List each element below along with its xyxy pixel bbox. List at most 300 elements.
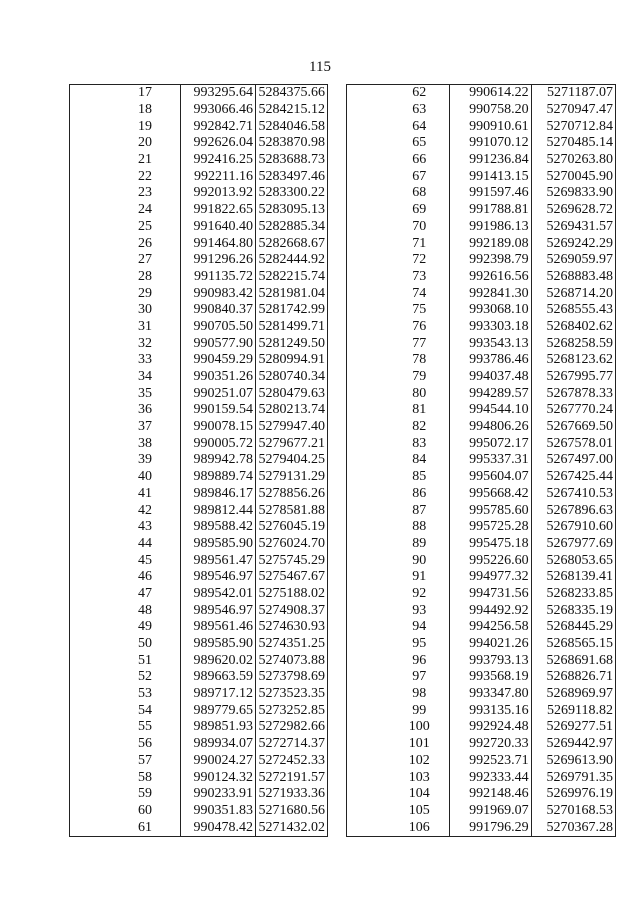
- table-row: [70, 569, 328, 586]
- table-row: [347, 719, 616, 736]
- table-row: [347, 686, 616, 703]
- table-row: [70, 452, 328, 469]
- y-coordinate-cell: 5274630.93: [258, 619, 325, 635]
- blank-cell: [347, 769, 390, 786]
- table-row: [347, 502, 616, 519]
- y-coordinate-cell: 5268445.29: [546, 619, 613, 635]
- blank-cell: [347, 352, 390, 369]
- blank-cell: [70, 719, 111, 736]
- blank-cell: [70, 435, 111, 452]
- x-coordinate-cell: 995475.18: [450, 536, 531, 553]
- y-coordinate-cell: 5268565.15: [546, 636, 613, 652]
- table-row: [70, 619, 328, 636]
- blank-cell: [70, 569, 111, 586]
- point-number-cell: 70: [412, 218, 427, 234]
- table-row: [347, 185, 616, 202]
- table-row: [347, 202, 616, 219]
- point-number-cell: 18: [138, 102, 152, 118]
- point-number-cell: 33: [138, 352, 152, 368]
- x-coordinate-cell: 989942.78: [181, 452, 256, 469]
- blank-cell: [347, 586, 390, 603]
- table-row: [347, 602, 616, 619]
- table-row: [70, 419, 328, 436]
- blank-cell: [347, 402, 390, 419]
- point-number-cell: 64: [412, 118, 427, 134]
- table-row: [347, 419, 616, 436]
- table-row: [347, 269, 616, 286]
- y-coordinate-cell: 5275745.29: [258, 552, 325, 568]
- point-number-cell: 52: [138, 669, 152, 685]
- blank-cell: [347, 435, 390, 452]
- x-coordinate-cell: 989717.12: [181, 686, 256, 703]
- table-row: [347, 669, 616, 686]
- point-number-cell: 26: [138, 235, 152, 251]
- x-coordinate-cell: 990005.72: [181, 435, 256, 452]
- table-row: [347, 219, 616, 236]
- x-coordinate-cell: 990459.29: [181, 352, 256, 369]
- x-coordinate-cell: 991070.12: [450, 135, 531, 152]
- table-row: [347, 319, 616, 336]
- point-number-cell: 90: [412, 552, 427, 568]
- x-coordinate-cell: 990351.26: [181, 369, 256, 386]
- point-number-cell: 59: [138, 786, 152, 802]
- point-number-cell: 54: [138, 702, 152, 718]
- x-coordinate-cell: 991464.80: [181, 235, 256, 252]
- point-number-cell: 53: [138, 686, 152, 702]
- blank-cell: [347, 319, 390, 336]
- blank-cell: [70, 202, 111, 219]
- y-coordinate-cell: 5269628.72: [546, 202, 613, 218]
- y-coordinate-cell: 5274351.25: [258, 636, 325, 652]
- table-row: [70, 486, 328, 503]
- point-number-cell: 34: [138, 369, 152, 385]
- y-coordinate-cell: 5268123.62: [546, 352, 613, 368]
- y-coordinate-cell: 5275188.02: [258, 585, 325, 601]
- y-coordinate-cell: 5267425.44: [546, 469, 613, 485]
- blank-cell: [70, 652, 111, 669]
- blank-cell: [70, 118, 111, 135]
- y-coordinate-cell: 5272191.57: [258, 769, 325, 785]
- point-number-cell: 31: [138, 318, 152, 334]
- y-coordinate-cell: 5267770.24: [546, 402, 613, 418]
- blank-cell: [70, 319, 111, 336]
- x-coordinate-cell: 989546.97: [181, 569, 256, 586]
- y-coordinate-cell: 5270947.47: [546, 102, 613, 118]
- x-coordinate-cell: 992416.25: [181, 152, 256, 169]
- blank-cell: [70, 786, 111, 803]
- point-number-cell: 66: [412, 152, 427, 168]
- point-number-cell: 30: [138, 302, 152, 318]
- blank-cell: [70, 452, 111, 469]
- table-row: [347, 652, 616, 669]
- blank-cell: [347, 519, 390, 536]
- x-coordinate-cell: 989585.90: [181, 636, 256, 653]
- y-coordinate-cell: 5269442.97: [546, 736, 613, 752]
- blank-cell: [70, 135, 111, 152]
- blank-cell: [70, 168, 111, 185]
- table-row: [70, 319, 328, 336]
- y-coordinate-cell: 5269118.82: [547, 702, 613, 718]
- point-number-cell: 51: [138, 652, 152, 668]
- blank-cell: [347, 269, 390, 286]
- y-coordinate-cell: 5270168.53: [546, 802, 613, 818]
- blank-cell: [347, 168, 390, 185]
- table-row: [70, 302, 328, 319]
- x-coordinate-cell: 989812.44: [181, 502, 256, 519]
- x-coordinate-cell: 995072.17: [450, 435, 531, 452]
- y-coordinate-cell: 5282885.34: [258, 218, 325, 234]
- x-coordinate-cell: 989889.74: [181, 469, 256, 486]
- blank-cell: [347, 536, 390, 553]
- y-coordinate-cell: 5278856.26: [258, 485, 325, 501]
- table-row: [70, 369, 328, 386]
- x-coordinate-cell: 989846.17: [181, 486, 256, 503]
- y-coordinate-cell: 5279677.21: [258, 435, 325, 451]
- x-coordinate-cell: 991135.72: [181, 269, 256, 286]
- x-coordinate-cell: 993066.46: [181, 102, 256, 119]
- y-coordinate-cell: 5268335.19: [546, 602, 613, 618]
- point-number-cell: 24: [138, 202, 152, 218]
- x-coordinate-cell: 989851.93: [181, 719, 256, 736]
- x-coordinate-cell: 995337.31: [450, 452, 531, 469]
- y-coordinate-cell: 5283497.46: [258, 168, 325, 184]
- table-row: [347, 385, 616, 402]
- table-row: [347, 102, 616, 119]
- blank-cell: [347, 602, 390, 619]
- point-number-cell: 60: [138, 802, 152, 818]
- point-number-cell: 88: [412, 519, 427, 535]
- point-number-cell: 76: [412, 318, 427, 334]
- point-number-cell: 21: [138, 152, 152, 168]
- y-coordinate-cell: 5271187.07: [547, 85, 613, 101]
- table-row: [70, 769, 328, 786]
- blank-cell: [70, 519, 111, 536]
- blank-cell: [70, 702, 111, 719]
- table-row: [347, 402, 616, 419]
- table-row: [347, 285, 616, 302]
- blank-cell: [347, 335, 390, 352]
- blank-cell: [347, 686, 390, 703]
- point-number-cell: 89: [412, 535, 427, 551]
- blank-cell: [70, 636, 111, 653]
- y-coordinate-cell: 5281742.99: [258, 302, 325, 318]
- y-coordinate-cell: 5274908.37: [258, 602, 325, 618]
- blank-cell: [347, 786, 390, 803]
- blank-cell: [347, 219, 390, 236]
- point-number-cell: 81: [412, 402, 427, 418]
- table-row: [347, 536, 616, 553]
- point-number-cell: 95: [412, 636, 427, 652]
- table-row: [70, 135, 328, 152]
- x-coordinate-cell: 991236.84: [450, 152, 531, 169]
- y-coordinate-cell: 5269277.51: [546, 719, 613, 735]
- page-number: 115: [309, 59, 331, 75]
- table-row: [347, 702, 616, 719]
- x-coordinate-cell: 990614.22: [450, 85, 531, 102]
- point-number-cell: 47: [138, 585, 152, 601]
- blank-cell: [70, 235, 111, 252]
- point-number-cell: 44: [138, 535, 152, 551]
- x-coordinate-cell: 989779.65: [181, 702, 256, 719]
- x-coordinate-cell: 994021.26: [450, 636, 531, 653]
- table-row: [70, 102, 328, 119]
- blank-cell: [70, 252, 111, 269]
- point-number-cell: 63: [412, 102, 427, 118]
- y-coordinate-cell: 5279131.29: [258, 469, 325, 485]
- y-coordinate-cell: 5275467.67: [258, 569, 325, 585]
- table-row: [347, 519, 616, 536]
- blank-cell: [70, 402, 111, 419]
- blank-cell: [70, 385, 111, 402]
- x-coordinate-cell: 990577.90: [181, 335, 256, 352]
- blank-cell: [70, 586, 111, 603]
- table-row: [347, 469, 616, 486]
- x-coordinate-cell: 989663.59: [181, 669, 256, 686]
- point-number-cell: 82: [412, 419, 427, 435]
- x-coordinate-cell: 992148.46: [450, 786, 531, 803]
- table-row: [347, 769, 616, 786]
- table-row: [70, 285, 328, 302]
- y-coordinate-cell: 5270367.28: [546, 819, 613, 835]
- y-coordinate-cell: 5284046.58: [258, 118, 325, 134]
- blank-cell: [70, 803, 111, 820]
- x-coordinate-cell: 989588.42: [181, 519, 256, 536]
- blank-cell: [347, 202, 390, 219]
- point-number-cell: 62: [412, 85, 427, 101]
- y-coordinate-cell: 5283300.22: [258, 185, 325, 201]
- blank-cell: [70, 552, 111, 569]
- blank-cell: [70, 219, 111, 236]
- table-row: [347, 803, 616, 820]
- blank-cell: [347, 702, 390, 719]
- point-number-cell: 73: [412, 268, 427, 284]
- y-coordinate-cell: 5269613.90: [546, 752, 613, 768]
- table-row: [70, 786, 328, 803]
- x-coordinate-cell: 992523.71: [450, 753, 531, 770]
- blank-cell: [347, 669, 390, 686]
- blank-cell: [70, 285, 111, 302]
- point-number-cell: 39: [138, 452, 152, 468]
- table-row: [70, 519, 328, 536]
- blank-cell: [70, 769, 111, 786]
- y-coordinate-cell: 5271680.56: [258, 802, 325, 818]
- y-coordinate-cell: 5281499.71: [258, 318, 325, 334]
- table-row: [70, 669, 328, 686]
- x-coordinate-cell: 993347.80: [450, 686, 531, 703]
- x-coordinate-cell: 989561.47: [181, 552, 256, 569]
- y-coordinate-cell: 5271432.02: [258, 819, 325, 835]
- x-coordinate-cell: 992333.44: [450, 769, 531, 786]
- table-row: [347, 586, 616, 603]
- y-coordinate-cell: 5280740.34: [258, 369, 325, 385]
- blank-cell: [70, 335, 111, 352]
- blank-cell: [70, 185, 111, 202]
- y-coordinate-cell: 5268053.65: [546, 552, 613, 568]
- x-coordinate-cell: 992616.56: [450, 269, 531, 286]
- blank-cell: [347, 736, 390, 753]
- point-number-cell: 48: [138, 602, 152, 618]
- point-number-cell: 102: [408, 752, 430, 768]
- point-number-cell: 94: [412, 619, 427, 635]
- table-row: [70, 552, 328, 569]
- y-coordinate-cell: 5273523.35: [258, 686, 325, 702]
- blank-cell: [70, 419, 111, 436]
- table-row: [70, 702, 328, 719]
- y-coordinate-cell: 5269833.90: [546, 185, 613, 201]
- y-coordinate-cell: 5282444.92: [258, 252, 325, 268]
- y-coordinate-cell: 5271933.36: [258, 786, 325, 802]
- x-coordinate-cell: 993135.16: [450, 702, 531, 719]
- y-coordinate-cell: 5267578.01: [546, 435, 613, 451]
- x-coordinate-cell: 991296.26: [181, 252, 256, 269]
- y-coordinate-cell: 5272982.66: [258, 719, 325, 735]
- table-row: [70, 652, 328, 669]
- table-row: [70, 85, 328, 102]
- y-coordinate-cell: 5270045.90: [546, 168, 613, 184]
- blank-cell: [70, 753, 111, 770]
- blank-cell: [347, 369, 390, 386]
- x-coordinate-cell: 993543.13: [450, 335, 531, 352]
- x-coordinate-cell: 990705.50: [181, 319, 256, 336]
- point-number-cell: 67: [412, 168, 427, 184]
- table-row: [347, 819, 616, 836]
- blank-cell: [347, 235, 390, 252]
- table-row: [347, 85, 616, 102]
- x-coordinate-cell: 989542.01: [181, 586, 256, 603]
- x-coordinate-cell: 994492.92: [450, 602, 531, 619]
- table-row: [70, 636, 328, 653]
- point-number-cell: 97: [412, 669, 427, 685]
- blank-cell: [347, 252, 390, 269]
- table-row: [347, 736, 616, 753]
- table-row: [347, 636, 616, 653]
- table-row: [70, 185, 328, 202]
- y-coordinate-cell: 5273252.85: [258, 702, 325, 718]
- blank-cell: [347, 385, 390, 402]
- x-coordinate-cell: 990910.61: [450, 118, 531, 135]
- y-coordinate-cell: 5269242.29: [546, 235, 613, 251]
- x-coordinate-cell: 990478.42: [181, 819, 256, 836]
- x-coordinate-cell: 994977.32: [450, 569, 531, 586]
- y-coordinate-cell: 5268139.41: [546, 569, 613, 585]
- table-row: [70, 803, 328, 820]
- x-coordinate-cell: 989585.90: [181, 536, 256, 553]
- point-number-cell: 49: [138, 619, 152, 635]
- x-coordinate-cell: 989934.07: [181, 736, 256, 753]
- y-coordinate-cell: 5269791.35: [546, 769, 613, 785]
- blank-cell: [347, 302, 390, 319]
- x-coordinate-cell: 992211.16: [181, 168, 256, 185]
- y-coordinate-cell: 5279947.40: [258, 419, 325, 435]
- blank-cell: [347, 619, 390, 636]
- blank-cell: [347, 719, 390, 736]
- y-coordinate-cell: 5268233.85: [546, 585, 613, 601]
- x-coordinate-cell: 992013.92: [181, 185, 256, 202]
- x-coordinate-cell: 993793.13: [450, 652, 531, 669]
- x-coordinate-cell: 992720.33: [450, 736, 531, 753]
- point-number-cell: 27: [138, 252, 152, 268]
- blank-cell: [70, 85, 111, 102]
- blank-cell: [347, 652, 390, 669]
- blank-cell: [70, 352, 111, 369]
- blank-cell: [347, 118, 390, 135]
- x-coordinate-cell: 991969.07: [450, 803, 531, 820]
- x-coordinate-cell: 990159.54: [181, 402, 256, 419]
- blank-cell: [70, 152, 111, 169]
- y-coordinate-cell: 5268258.59: [546, 335, 613, 351]
- table-row: [70, 202, 328, 219]
- y-coordinate-cell: 5270485.14: [546, 135, 613, 151]
- blank-cell: [347, 636, 390, 653]
- table-row: [347, 369, 616, 386]
- point-number-cell: 29: [138, 285, 152, 301]
- blank-cell: [70, 369, 111, 386]
- x-coordinate-cell: 990251.07: [181, 385, 256, 402]
- blank-cell: [347, 185, 390, 202]
- x-coordinate-cell: 993786.46: [450, 352, 531, 369]
- x-coordinate-cell: 991597.46: [450, 185, 531, 202]
- y-coordinate-cell: 5268883.48: [546, 268, 613, 284]
- x-coordinate-cell: 990351.83: [181, 803, 256, 820]
- y-coordinate-cell: 5270712.84: [546, 118, 613, 134]
- point-number-cell: 68: [412, 185, 427, 201]
- point-number-cell: 38: [138, 435, 152, 451]
- point-number-cell: 37: [138, 419, 152, 435]
- y-coordinate-cell: 5270263.80: [546, 152, 613, 168]
- point-number-cell: 103: [408, 769, 430, 785]
- y-coordinate-cell: 5268555.43: [546, 302, 613, 318]
- table-row: [70, 219, 328, 236]
- point-number-cell: 65: [412, 135, 427, 151]
- table-row: [347, 235, 616, 252]
- y-coordinate-cell: 5267896.63: [546, 502, 613, 518]
- coordinate-table-left: [69, 84, 328, 837]
- blank-cell: [70, 102, 111, 119]
- y-coordinate-cell: 5269431.57: [546, 218, 613, 234]
- table-row: [70, 335, 328, 352]
- point-number-cell: 87: [412, 502, 427, 518]
- blank-cell: [347, 552, 390, 569]
- table-row: [70, 753, 328, 770]
- x-coordinate-cell: 994731.56: [450, 586, 531, 603]
- point-number-cell: 92: [412, 585, 427, 601]
- point-number-cell: 71: [412, 235, 427, 251]
- table-row: [70, 152, 328, 169]
- point-number-cell: 61: [138, 819, 152, 835]
- table-row: [347, 452, 616, 469]
- table-row: [347, 552, 616, 569]
- table-row: [347, 168, 616, 185]
- x-coordinate-cell: 993568.19: [450, 669, 531, 686]
- x-coordinate-cell: 991413.15: [450, 168, 531, 185]
- blank-cell: [70, 736, 111, 753]
- table-row: [70, 269, 328, 286]
- blank-cell: [70, 469, 111, 486]
- y-coordinate-cell: 5267878.33: [546, 385, 613, 401]
- blank-cell: [70, 819, 111, 836]
- table-row: [347, 302, 616, 319]
- point-number-cell: 55: [138, 719, 152, 735]
- x-coordinate-cell: 991822.65: [181, 202, 256, 219]
- table-row: [347, 753, 616, 770]
- x-coordinate-cell: 990233.91: [181, 786, 256, 803]
- table-row: [70, 586, 328, 603]
- point-number-cell: 85: [412, 469, 427, 485]
- blank-cell: [347, 135, 390, 152]
- table-row: [347, 135, 616, 152]
- table-row: [347, 435, 616, 452]
- point-number-cell: 93: [412, 602, 427, 618]
